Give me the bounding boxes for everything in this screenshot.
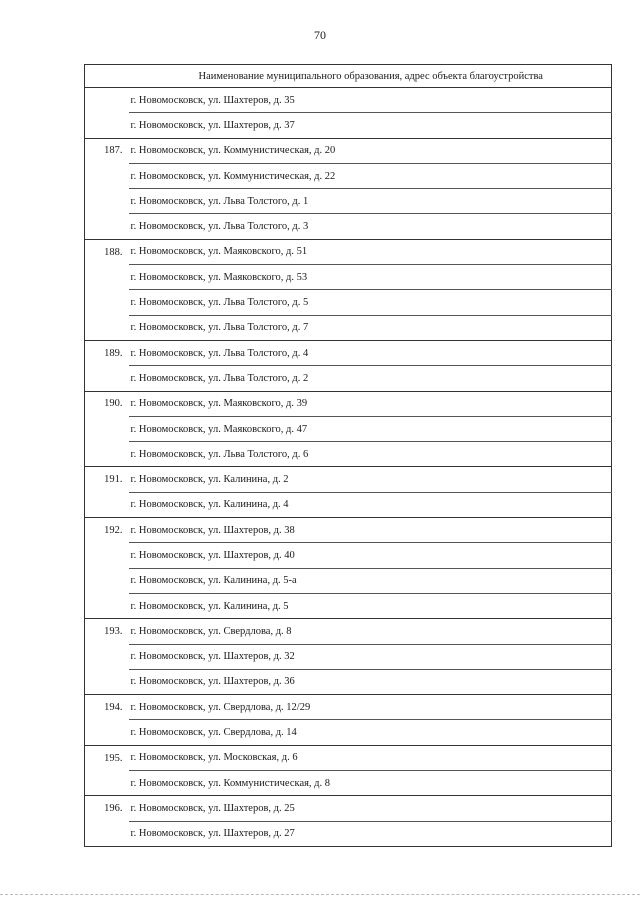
address-cell: г. Новомосковск, ул. Коммунистическая, д. 20 <box>129 138 612 163</box>
row-number <box>85 113 129 138</box>
scan-artifact-line <box>0 894 640 897</box>
row-number: 196. <box>85 796 129 821</box>
address-cell: г. Новомосковск, ул. Льва Толстого, д. 1 <box>129 189 612 214</box>
table-header: Наименование муниципального образования, адрес объекта благоустройства <box>129 65 612 88</box>
row-number <box>85 88 129 113</box>
table-row <box>85 416 612 441</box>
table-row <box>85 442 612 467</box>
table-row <box>85 492 612 517</box>
table-row <box>85 771 612 796</box>
address-cell: г. Новомосковск, ул. Свердлова, д. 14 <box>129 720 612 745</box>
row-number: 193. <box>85 619 129 644</box>
row-number: 192. <box>85 518 129 543</box>
row-number <box>85 669 129 694</box>
row-number <box>85 189 129 214</box>
row-number <box>85 568 129 593</box>
table-row <box>85 315 612 340</box>
table-row <box>85 189 612 214</box>
address-cell: г. Новомосковск, ул. Шахтеров, д. 38 <box>129 518 612 543</box>
table-row <box>85 214 612 239</box>
row-number <box>85 416 129 441</box>
address-cell: г. Новомосковск, ул. Маяковского, д. 39 <box>129 391 612 416</box>
address-cell: г. Новомосковск, ул. Маяковского, д. 53 <box>129 265 612 290</box>
row-number: 190. <box>85 391 129 416</box>
table-row <box>85 796 612 821</box>
row-number <box>85 214 129 239</box>
address-cell: г. Новомосковск, ул. Маяковского, д. 47 <box>129 416 612 441</box>
table-row <box>85 695 612 720</box>
table-row <box>85 518 612 543</box>
address-cell: г. Новомосковск, ул. Свердлова, д. 8 <box>129 619 612 644</box>
table-row <box>85 265 612 290</box>
address-cell: г. Новомосковск, ул. Шахтеров, д. 25 <box>129 796 612 821</box>
table-row <box>85 163 612 188</box>
row-number <box>85 492 129 517</box>
row-number <box>85 593 129 618</box>
address-cell: г. Новомосковск, ул. Шахтеров, д. 36 <box>129 669 612 694</box>
table-row <box>85 821 612 846</box>
table-row <box>85 366 612 391</box>
table-row <box>85 644 612 669</box>
address-cell: г. Новомосковск, ул. Коммунистическая, д. 8 <box>129 771 612 796</box>
row-number <box>85 290 129 315</box>
row-number: 194. <box>85 695 129 720</box>
address-cell: г. Новомосковск, ул. Льва Толстого, д. 2 <box>129 366 612 391</box>
row-number <box>85 543 129 568</box>
address-cell: г. Новомосковск, ул. Свердлова, д. 12/29 <box>129 695 612 720</box>
address-cell: г. Новомосковск, ул. Льва Толстого, д. 3 <box>129 214 612 239</box>
table-row <box>85 543 612 568</box>
table-row <box>85 113 612 138</box>
address-cell: г. Новомосковск, ул. Маяковского, д. 51 <box>129 239 612 264</box>
table-row <box>85 88 612 113</box>
row-number <box>85 265 129 290</box>
row-number: 189. <box>85 340 129 365</box>
address-cell: г. Новомосковск, ул. Льва Толстого, д. 4 <box>129 340 612 365</box>
address-cell: г. Новомосковск, ул. Калинина, д. 2 <box>129 467 612 492</box>
table-row <box>85 391 612 416</box>
row-number <box>85 163 129 188</box>
address-cell: г. Новомосковск, ул. Калинина, д. 4 <box>129 492 612 517</box>
row-number: 188. <box>85 239 129 264</box>
address-cell: г. Новомосковск, ул. Льва Толстого, д. 7 <box>129 315 612 340</box>
address-cell: г. Новомосковск, ул. Коммунистическая, д. 22 <box>129 163 612 188</box>
address-cell: г. Новомосковск, ул. Московская, д. 6 <box>129 745 612 770</box>
address-cell: г. Новомосковск, ул. Калинина, д. 5 <box>129 593 612 618</box>
table-body <box>85 88 612 847</box>
header-num-cell <box>85 65 129 88</box>
table-row <box>85 340 612 365</box>
table-row <box>85 239 612 264</box>
table-row <box>85 568 612 593</box>
row-number: 191. <box>85 467 129 492</box>
address-cell: г. Новомосковск, ул. Шахтеров, д. 35 <box>129 88 612 113</box>
table-row <box>85 669 612 694</box>
address-cell: г. Новомосковск, ул. Шахтеров, д. 40 <box>129 543 612 568</box>
table-row <box>85 467 612 492</box>
row-number <box>85 821 129 846</box>
table-row <box>85 138 612 163</box>
table-row <box>85 619 612 644</box>
address-cell: г. Новомосковск, ул. Шахтеров, д. 32 <box>129 644 612 669</box>
row-number <box>85 720 129 745</box>
address-cell: г. Новомосковск, ул. Шахтеров, д. 27 <box>129 821 612 846</box>
table-header-row <box>85 65 612 88</box>
addresses-table <box>84 64 612 847</box>
table-row <box>85 593 612 618</box>
address-cell: г. Новомосковск, ул. Калинина, д. 5-а <box>129 568 612 593</box>
row-number <box>85 366 129 391</box>
page-number: 70 <box>314 28 326 42</box>
row-number <box>85 442 129 467</box>
row-number: 195. <box>85 745 129 770</box>
row-number <box>85 771 129 796</box>
address-cell: г. Новомосковск, ул. Льва Толстого, д. 5 <box>129 290 612 315</box>
row-number <box>85 644 129 669</box>
row-number <box>85 315 129 340</box>
table-row <box>85 745 612 770</box>
table-row <box>85 720 612 745</box>
address-cell: г. Новомосковск, ул. Шахтеров, д. 37 <box>129 113 612 138</box>
row-number: 187. <box>85 138 129 163</box>
table-row <box>85 290 612 315</box>
address-cell: г. Новомосковск, ул. Льва Толстого, д. 6 <box>129 442 612 467</box>
